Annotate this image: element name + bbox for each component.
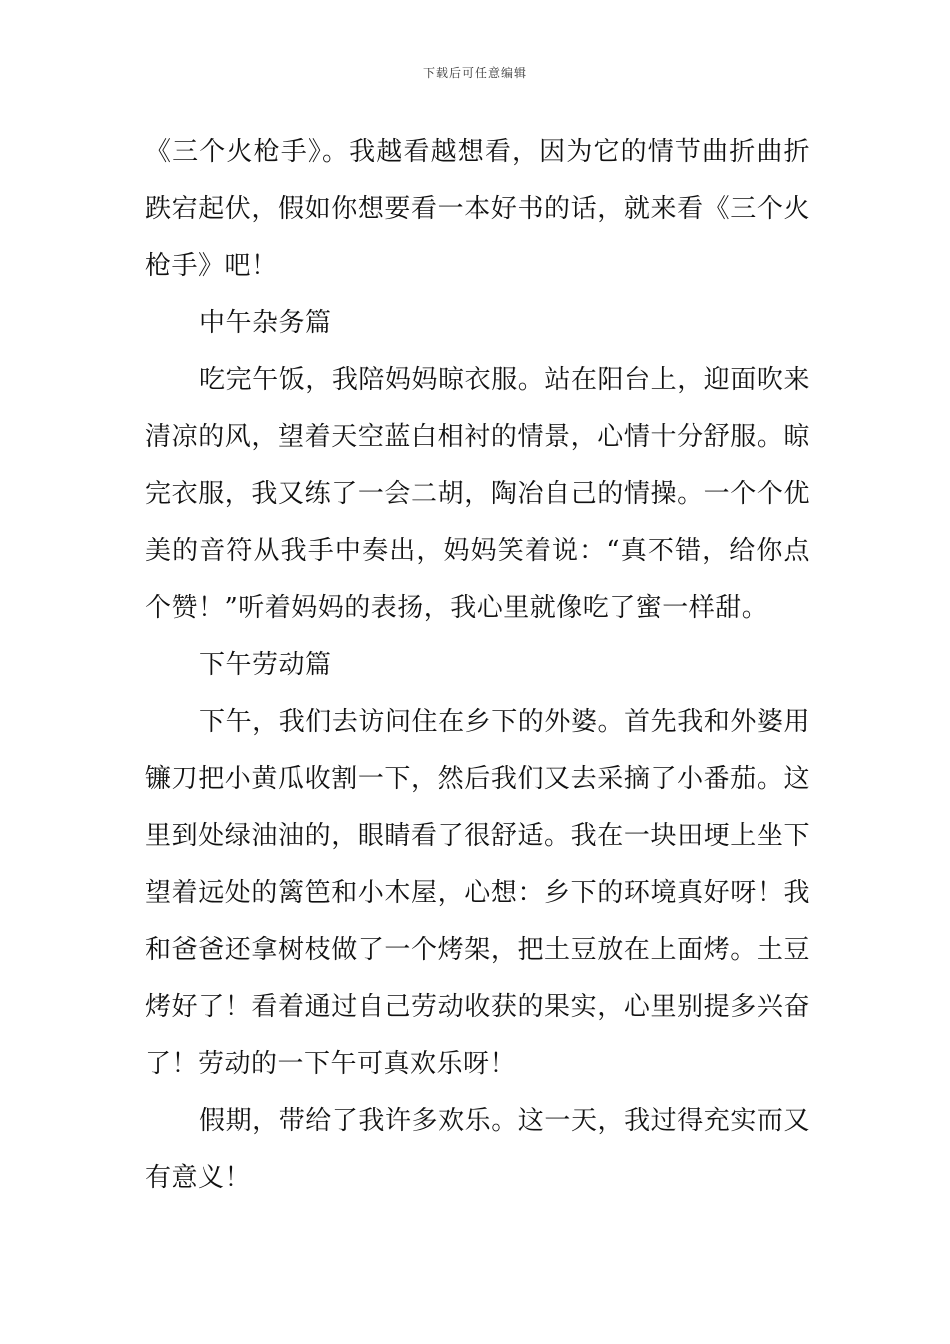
section-heading-noon: 中午杂务篇 [199, 308, 332, 338]
paragraph-afternoon-labor: 下午，我们去访问住在乡下的外婆。首先我和外婆用镰刀把小黄瓜收割一下，然后我们又去采摘了小番茄。这里到处绿油油的，眼睛看了很舒适。我在一块田埂上坐下望着远处的篱笆和小木屋，心想：乡下的环境真好呀！我和爸爸还拿树枝做了一个烤架，把土豆放在上面烤。土豆烤好了！看着通过自己劳动收获的果实，心里别提多兴奋了！劳动的一下午可真欢乐呀！ [145, 707, 810, 1079]
paragraph-book-ending: 《三个火枪手》。我越看越想看，因为它的情节曲折曲折跌宕起伏，假如你想要看一本好书的话，就来看《三个火枪手》吧！ [145, 137, 810, 281]
page-header-note: 下载后可任意编辑 [422, 66, 527, 80]
paragraph-conclusion: 假期，带给了我许多欢乐。这一天，我过得充实而又有意义！ [145, 1106, 810, 1193]
section-heading-afternoon: 下午劳动篇 [199, 650, 332, 680]
paragraph-noon-chores: 吃完午饭，我陪妈妈晾衣服。站在阳台上，迎面吹来清凉的风，望着天空蓝白相衬的情景，心情十分舒服。晾完衣服，我又练了一会二胡，陶冶自己的情操。一个个优美的音符从我手中奏出，妈妈笑着说：“真不错，给你点个赞！”听着妈妈的表扬，我心里就像吃了蜜一样甜。 [145, 365, 810, 623]
document-body [145, 124, 810, 1207]
